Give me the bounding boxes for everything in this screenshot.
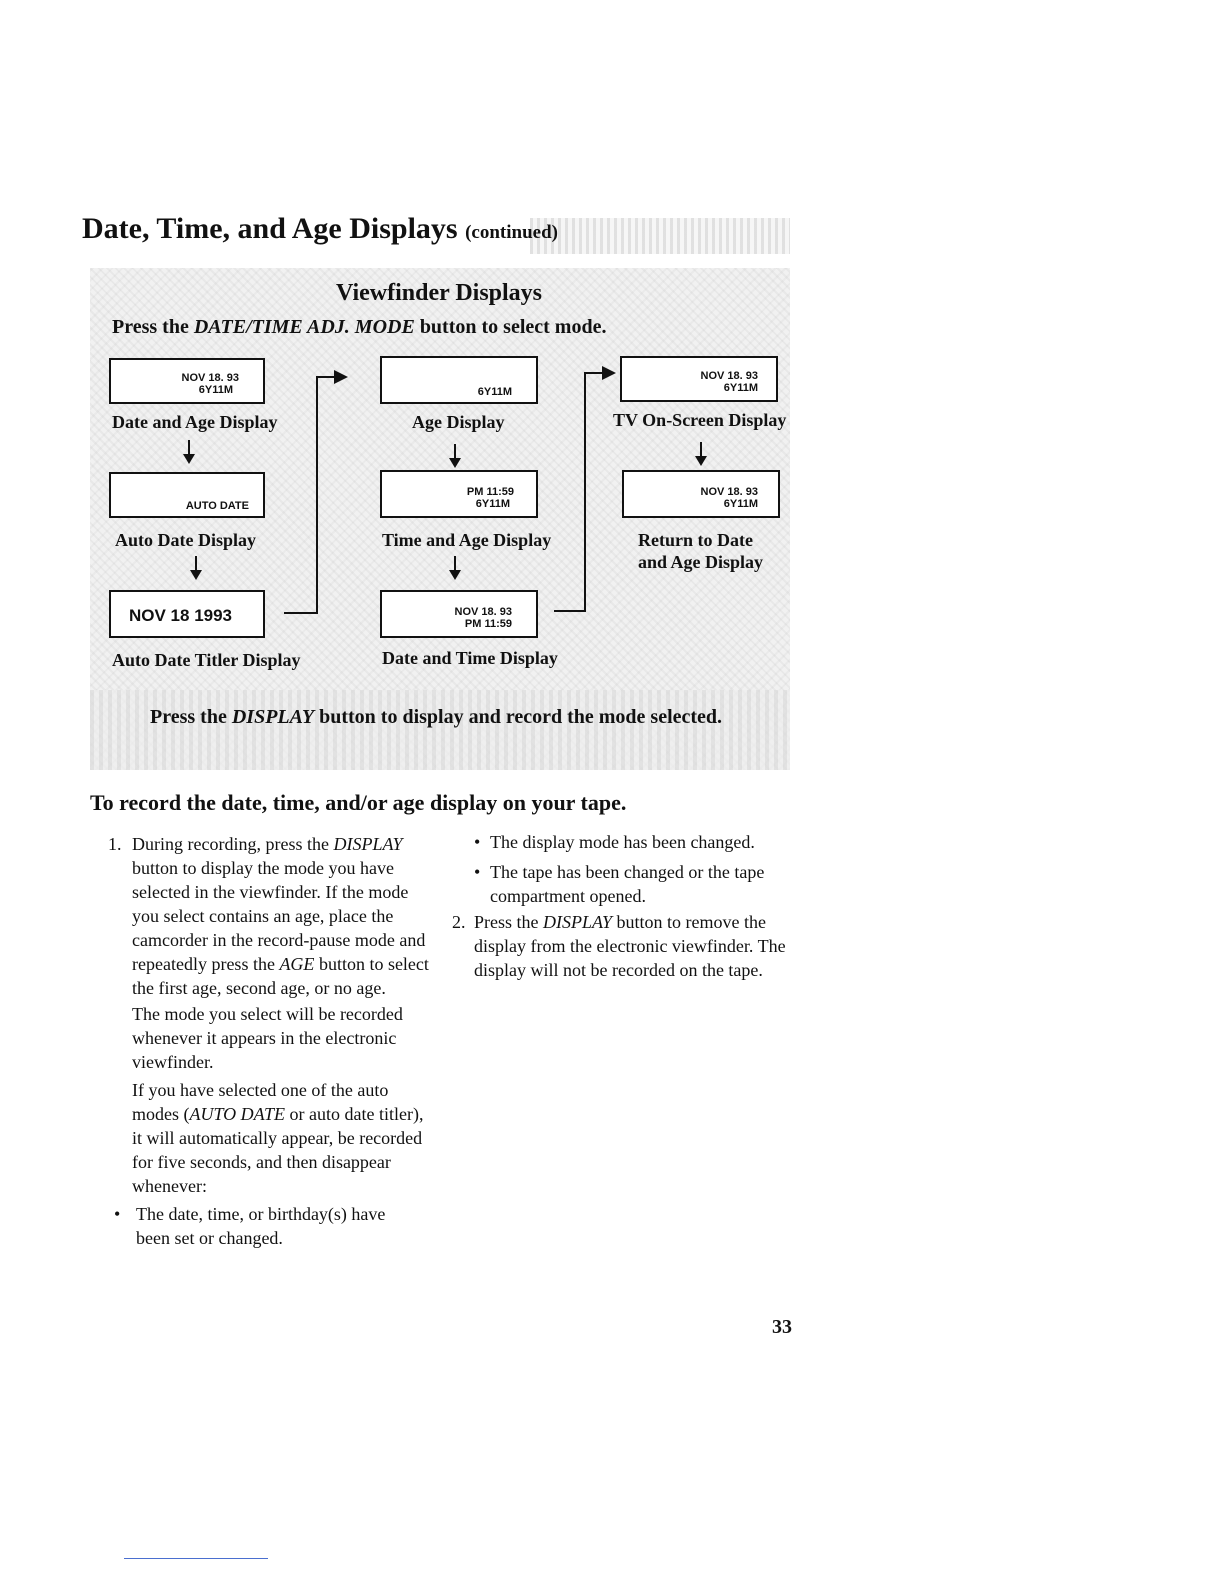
display-button-name: DISPLAY [333, 834, 403, 854]
lcd-line: 6Y11M [477, 386, 512, 398]
footer-rule [124, 1558, 268, 1559]
step-text: button to display the mode you have selected in the viewfinder. If the mode you select contains an age, place the camcorder in the record-pause mode and repeatedly press the [132, 858, 426, 974]
instruction-prefix: Press the [150, 706, 227, 728]
step-text: button to remove the display from the electronic viewfinder. The display will not be recorded on the tape. [474, 912, 786, 980]
section-heading: To record the date, time, and/or age display on your tape. [90, 790, 627, 815]
date-time-adj-mode-button-name: DATE/TIME ADJ. MODE [193, 316, 415, 338]
paragraph-text: If you have selected one of the auto modes ( [132, 1080, 389, 1124]
lcd-line: 6Y11M [723, 382, 758, 394]
label-date-time: Date and Time Display [382, 648, 558, 668]
paragraph-text: or auto date titler), it will automatically appear, be recorded for five seconds, and then disappear whenever: [132, 1104, 424, 1196]
label-tv-onscreen: TV On-Screen Display [613, 410, 787, 430]
left-column [104, 832, 434, 1250]
connector-line [316, 376, 336, 378]
page-title [82, 212, 558, 246]
bullet-text: The tape has been changed or the tape compartment opened. [490, 862, 765, 906]
step-text: During recording, press the [132, 834, 329, 854]
arrow-right-icon [334, 370, 348, 384]
bullet-icon: • [114, 1204, 121, 1224]
step-1 [104, 832, 434, 1000]
panel-shading [90, 690, 790, 770]
arrow-down-icon [188, 440, 190, 458]
connector-line [584, 372, 604, 374]
lcd-line: NOV 18. 93 [700, 486, 758, 498]
arrow-down-icon [454, 444, 456, 462]
arrow-right-icon [602, 366, 616, 380]
bullet-item [104, 1202, 434, 1250]
display-auto-titler [109, 590, 265, 638]
bullet-item [474, 860, 794, 908]
step-number: 2. [452, 912, 466, 932]
display-date-time [380, 590, 538, 638]
lcd-line: 6Y11M [475, 498, 510, 510]
instruction-suffix: button to select mode. [419, 316, 607, 338]
display-auto-date [109, 472, 265, 518]
connector-line [584, 372, 586, 612]
lcd-line: PM 11:59 [466, 486, 514, 498]
label-auto-titler: Auto Date Titler Display [112, 650, 301, 670]
lcd-line: 6Y11M [723, 498, 758, 510]
step-number: 1. [108, 834, 122, 854]
label-return-1: Return to Date [638, 530, 753, 550]
lcd-line: PM 11:59 [464, 618, 512, 630]
display-button-name: DISPLAY [543, 912, 613, 932]
right-column [452, 830, 794, 982]
page-number: 33 [772, 1316, 792, 1338]
lcd-line: NOV 18. 93 [181, 372, 239, 384]
display-time-age [380, 470, 538, 518]
connector-line [284, 612, 318, 614]
bullet-icon: • [474, 862, 481, 882]
display-tv-onscreen [620, 356, 778, 402]
mode-instruction [112, 316, 606, 339]
label-return-2: and Age Display [638, 552, 764, 572]
viewfinder-title: Viewfinder Displays [336, 280, 543, 306]
page-title-text: Date, Time, and Age Displays [82, 212, 458, 245]
display-instruction [150, 706, 722, 729]
age-button-name: AGE [279, 954, 315, 974]
label-age: Age Display [412, 412, 505, 432]
label-date-age: Date and Age Display [112, 412, 278, 432]
lcd-line: NOV 18 1993 [129, 606, 233, 625]
connector-line [554, 610, 586, 612]
instruction-prefix: Press the [112, 316, 189, 338]
continued-label: (continued) [465, 222, 559, 243]
arrow-down-icon [195, 556, 197, 574]
arrow-down-icon [454, 556, 456, 574]
step-text: Press the [474, 912, 539, 932]
connector-line [316, 376, 318, 614]
bullet-item [474, 830, 794, 854]
display-button-name: DISPLAY [231, 706, 315, 728]
instruction-suffix: button to display and record the mode selected. [319, 706, 723, 728]
step-2 [452, 910, 794, 982]
title-decoration [530, 218, 790, 254]
paragraph [104, 1078, 434, 1198]
lcd-line: NOV 18. 93 [454, 606, 512, 618]
auto-date-mode-name: AUTO DATE [189, 1104, 286, 1124]
bullet-text: The display mode has been changed. [490, 832, 755, 852]
bullet-text: The date, time, or birthday(s) have been set or changed. [136, 1204, 386, 1248]
display-date-age [109, 358, 265, 404]
lcd-line: NOV 18. 93 [700, 370, 758, 382]
paragraph: The mode you select will be recorded whenever it appears in the electronic viewfinder. [132, 1004, 403, 1072]
label-time-age: Time and Age Display [382, 530, 552, 550]
display-age [380, 356, 538, 404]
bullet-icon: • [474, 832, 481, 852]
display-return [622, 470, 780, 518]
arrow-down-icon [700, 442, 702, 460]
label-auto-date: Auto Date Display [115, 530, 257, 550]
step-text: button to select the first age, second age, or no age. [132, 954, 429, 998]
lcd-line: AUTO DATE [185, 500, 249, 512]
lcd-line: 6Y11M [198, 384, 233, 396]
